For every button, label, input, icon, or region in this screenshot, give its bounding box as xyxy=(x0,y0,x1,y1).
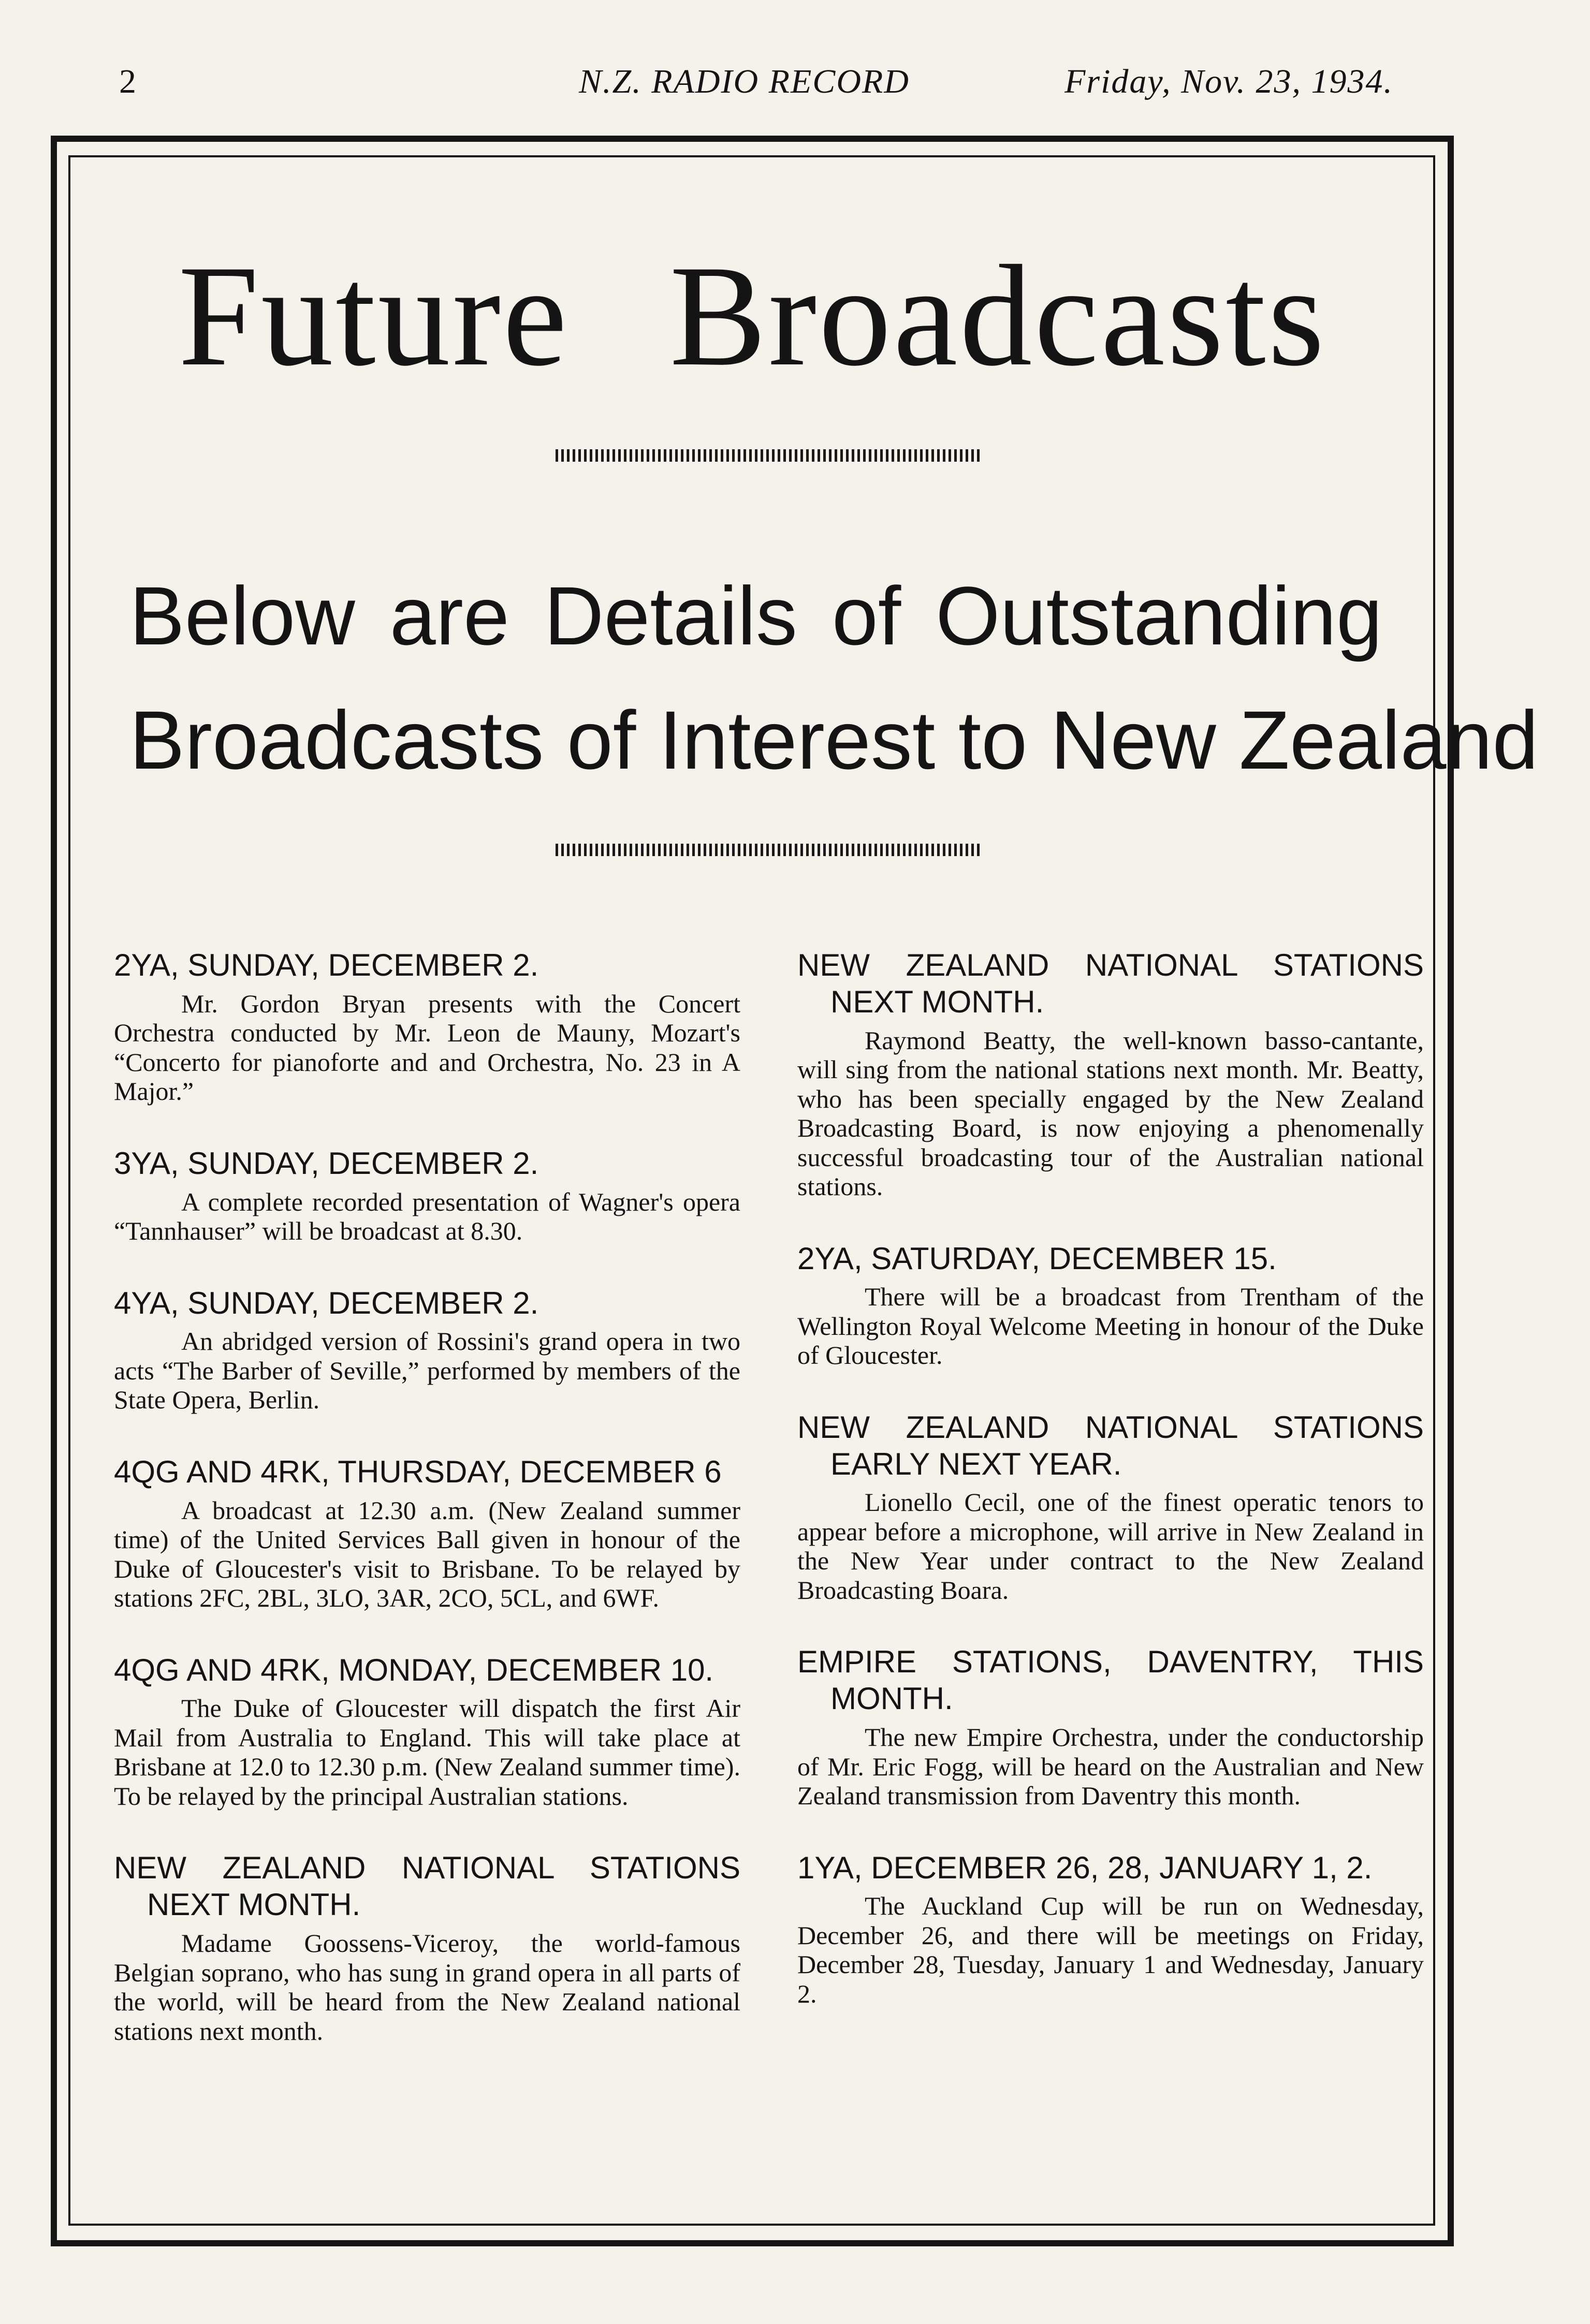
broadcast-heading: 4QG AND 4RK, MONDAY, DECEMBER 10. xyxy=(114,1652,714,1687)
broadcast-item xyxy=(114,1850,740,2046)
broadcast-body: Raymond Beatty, the well-known basso-cantante, will sing from the national stations next month. Mr. Beatty, who has been specially engaged by the New Zealand Broadcasting Board, is now enjoying a phenomenally successful broadcasting tour of the Australian national stations. xyxy=(797,1025,1424,1201)
broadcast-item xyxy=(797,1644,1424,1810)
left-column xyxy=(114,947,740,2085)
subtitle-word: of xyxy=(832,569,901,662)
subtitle-word: are xyxy=(389,569,509,662)
page-number: 2 xyxy=(119,63,136,100)
broadcast-heading: 4YA, SUNDAY, DECEMBER 2. xyxy=(114,1285,539,1320)
broadcast-body: Lionello Cecil, one of the finest operatic tenors to appear before a microphone, will arrive in New Zealand in the New Year under contract to the New Zealand Broadcasting Boara. xyxy=(797,1488,1424,1605)
broadcast-heading: NEW ZEALAND NATIONAL STATIONS EARLY NEXT YEAR. xyxy=(797,1409,1424,1483)
broadcast-heading-continuation: EARLY NEXT YEAR. xyxy=(830,1446,1122,1481)
broadcast-body: A complete recorded presentation of Wagner's opera “Tannhauser” will be broadcast at 8.30. xyxy=(114,1187,740,1246)
broadcast-body: There will be a broadcast from Trentham of the Wellington Royal Welcome Meeting in honour of the Duke of Gloucester. xyxy=(797,1282,1424,1370)
publication-name: N.Z. RADIO RECORD xyxy=(579,63,910,100)
subtitle-word: Outstanding xyxy=(936,569,1382,662)
broadcast-item xyxy=(114,947,740,1106)
broadcast-heading: NEW ZEALAND NATIONAL STATIONS NEXT MONTH. xyxy=(797,947,1424,1021)
broadcast-item xyxy=(114,1145,740,1246)
broadcast-heading: 3YA, SUNDAY, DECEMBER 2. xyxy=(114,1145,539,1181)
right-column xyxy=(797,947,1424,2048)
broadcast-item xyxy=(797,1409,1424,1605)
broadcast-body: The Duke of Gloucester will dispatch the first Air Mail from Australia to England. This will take place at Brisbane at 12.0 to 12.30 p.m. (New Zealand summer time). To be relayed by the principal Australian stations. xyxy=(114,1694,740,1811)
broadcast-body: Madame Goossens-Viceroy, the world-famous Belgian soprano, who has sung in grand opera in all parts of the world, will be heard from the New Zealand national stations next month. xyxy=(114,1929,740,2046)
broadcast-item xyxy=(797,1850,1424,2009)
broadcast-heading: EMPIRE STATIONS, DAVENTRY, THIS MONTH. xyxy=(797,1644,1424,1717)
broadcast-heading: 2YA, SUNDAY, DECEMBER 2. xyxy=(114,948,539,982)
broadcast-heading-continuation: NEXT MONTH. xyxy=(147,1887,361,1922)
title-word-broadcasts: Broadcasts xyxy=(669,235,1326,396)
subtitle-word: Below xyxy=(129,569,355,662)
broadcast-item xyxy=(114,1285,740,1415)
broadcast-body: An abridged version of Rossini's grand opera in two acts “The Barber of Seville,” performed by members of the State Opera, Berlin. xyxy=(114,1327,740,1415)
broadcast-heading: 4QG AND 4RK, THURSDAY, DECEMBER 6 xyxy=(114,1454,722,1489)
broadcast-item xyxy=(114,1652,740,1811)
broadcast-heading: 2YA, SATURDAY, DECEMBER 15. xyxy=(797,1241,1277,1276)
broadcast-item xyxy=(797,947,1424,1201)
subtitle-line-1 xyxy=(129,569,1382,662)
broadcast-item xyxy=(797,1241,1424,1370)
broadcast-heading-continuation: MONTH. xyxy=(830,1681,953,1716)
running-head xyxy=(0,62,1590,109)
decorative-rule-top xyxy=(556,449,980,462)
title-word-future: Future xyxy=(178,235,570,396)
broadcast-body: The Auckland Cup will be run on Wednesday, December 26, and there will be meetings on Friday, December 28, Tuesday, January 1 and Wednesday, January 2. xyxy=(797,1891,1424,2008)
issue-date: Friday, Nov. 23, 1934. xyxy=(1064,63,1393,100)
broadcast-item xyxy=(114,1454,740,1613)
subtitle-line-2: Broadcasts of Interest to New Zealand xyxy=(129,694,1539,786)
decorative-rule-bottom xyxy=(556,844,980,856)
broadcast-body: A broadcast at 12.30 a.m. (New Zealand summer time) of the United Services Ball given in honour of the Duke of Gloucester's visit to Brisbane. To be relayed by stations 2FC, 2BL, 3LO, 3AR, 2CO, 5CL, and 6WF. xyxy=(114,1495,740,1613)
broadcast-heading: NEW ZEALAND NATIONAL STATIONS NEXT MONTH. xyxy=(114,1850,740,1923)
broadcast-body: Mr. Gordon Bryan presents with the Concert Orchestra conducted by Mr. Leon de Mauny, Mozart's “Concerto for pianoforte and and Orchestra, No. 23 in A Major.” xyxy=(114,989,740,1106)
page-title xyxy=(0,235,1505,396)
broadcast-body: The new Empire Orchestra, under the conductorship of Mr. Eric Fogg, will be heard on the Australian and New Zealand transmission from Daventry this month. xyxy=(797,1723,1424,1811)
broadcast-heading: 1YA, DECEMBER 26, 28, JANUARY 1, 2. xyxy=(797,1850,1373,1885)
broadcast-heading-continuation: NEXT MONTH. xyxy=(830,984,1044,1019)
subtitle-word: Details xyxy=(544,569,797,662)
